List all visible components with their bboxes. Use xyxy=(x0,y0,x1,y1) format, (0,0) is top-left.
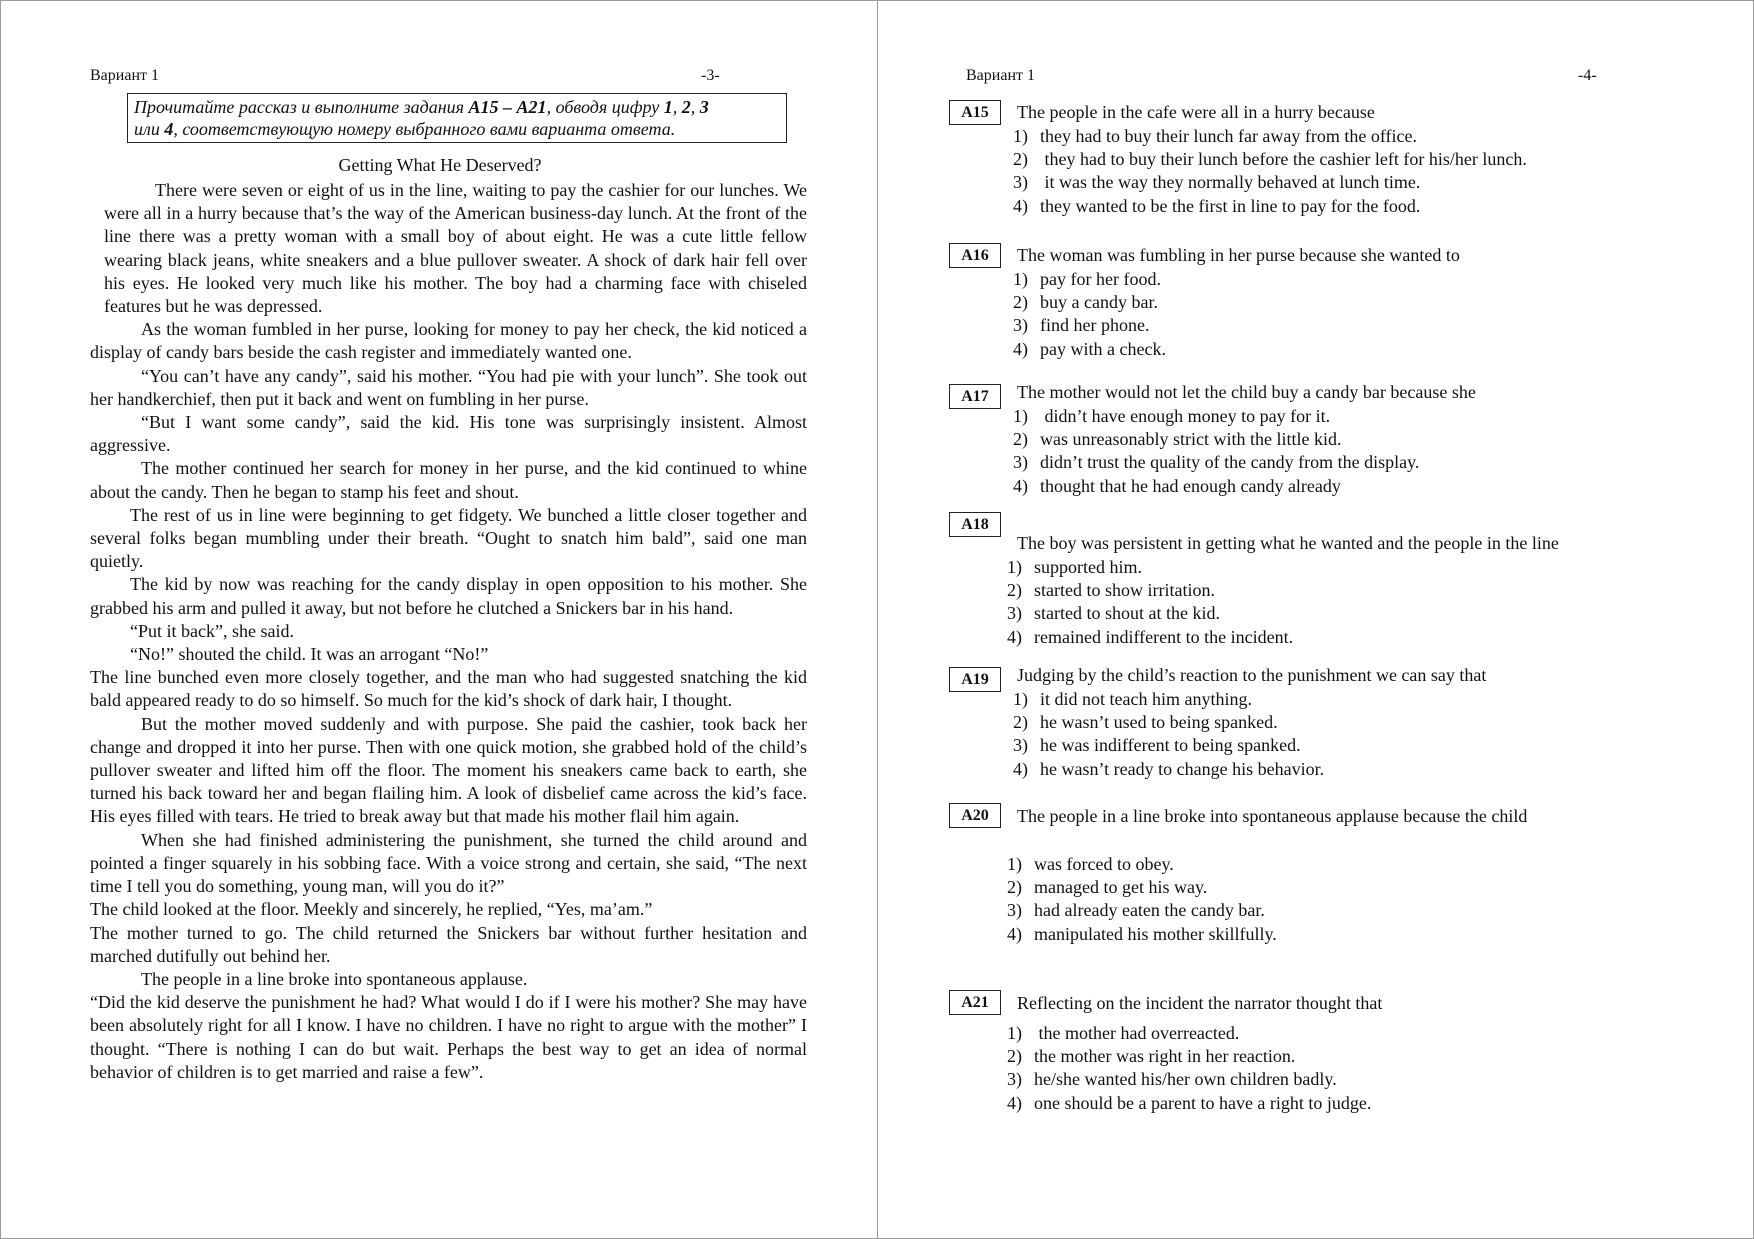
story-text xyxy=(90,179,807,1084)
answer-options xyxy=(1007,556,1293,649)
question-stem: Judging by the child’s reaction to the punishment we can say that xyxy=(1017,665,1487,685)
answer-option[interactable]: 4) manipulated his mother skillfully. xyxy=(1007,923,1277,944)
story-paragraph: There were seven or eight of us in the line, waiting to pay the cashier for our lunches. We were all in a hurry because that’s the way of the American business-day lunch. At the front of the line there was a pretty woman with a small boy of about eight. He was a cute little fellow wearing black jeans, white sneakers and a blue pullover sweater. A shock of dark hair fell over his eyes. He looked very much like his mother. The boy had a charming face with chiseled features but he was depressed. xyxy=(104,180,807,317)
question-stem: Reflecting on the incident the narrator thought that xyxy=(1017,993,1383,1013)
question-label: A16 xyxy=(949,243,1001,268)
answer-option[interactable]: 3) didn’t trust the quality of the candy from the display. xyxy=(1013,452,1420,473)
answer-option[interactable]: 2) the mother was right in her reaction. xyxy=(1007,1046,1296,1067)
question-stem: The people in the cafe were all in a hurry because xyxy=(1017,102,1375,122)
story-paragraph: The kid by now was reaching for the candy display in open opposition to his mother. She grabbed his arm and pulled it away, but not before he clutched a Snickers bar in his hand. xyxy=(90,574,807,618)
answer-option[interactable]: 3) had already eaten the candy bar. xyxy=(1007,900,1265,921)
story-paragraph: “No!” shouted the child. It was an arrogant “No!” xyxy=(130,644,489,665)
story-paragraph: The mother turned to go. The child returned the Snickers bar without further hesitation and marched dutifully out behind her. xyxy=(90,922,807,966)
story-paragraph: The people in a line broke into spontaneous applause. xyxy=(141,968,528,989)
answer-option[interactable]: 4) pay with a check. xyxy=(1013,338,1166,359)
question-stem: The people in a line broke into spontaneous applause because the child xyxy=(1017,806,1528,826)
question-label: A17 xyxy=(949,384,1001,409)
answer-options xyxy=(1013,405,1419,498)
answer-option[interactable]: 2) managed to get his way. xyxy=(1007,877,1208,898)
answer-option[interactable]: 3) he/she wanted his/her own children badly. xyxy=(1007,1069,1337,1090)
answer-option[interactable]: 1) it did not teach him anything. xyxy=(1013,689,1252,709)
answer-option[interactable]: 1) pay for her food. xyxy=(1013,269,1161,289)
answer-option[interactable]: 1) supported him. xyxy=(1007,557,1142,577)
story-paragraph: “Put it back”, she said. xyxy=(130,620,294,641)
question-label: A21 xyxy=(949,990,1001,1015)
story-paragraph: But the mother moved suddenly and with purpose. She paid the cashier, took back her change and dropped it into her purse. Then with one quick motion, she grabbed hold of the child’s pullover sweater and lifted him off the floor. The moment his sneakers came back to earth, she turned his back toward her and began flailing him. A look of disbelief came across the kid’s face. His eyes filled with tears. He tried to break away but that made his mother flail him again. xyxy=(90,713,807,827)
variant-label: Вариант 1 xyxy=(966,67,1035,84)
answer-option[interactable]: 4) one should be a parent to have a right to judge. xyxy=(1007,1092,1372,1113)
question-stem: The woman was fumbling in her purse because she wanted to xyxy=(1017,245,1460,265)
question-label: A15 xyxy=(949,100,1001,125)
answer-option[interactable]: 4) he wasn’t ready to change his behavior. xyxy=(1013,758,1325,779)
answer-option[interactable]: 3) started to shout at the kid. xyxy=(1007,603,1220,624)
answer-option[interactable]: 1) the mother had overreacted. xyxy=(1007,1023,1240,1043)
story-paragraph: As the woman fumbled in her purse, looking for money to pay her check, the kid noticed a display of candy bars beside the cash register and immediately wanted one. xyxy=(90,319,807,363)
question-stem: The mother would not let the child buy a candy bar because she xyxy=(1017,382,1476,402)
answer-option[interactable]: 4) thought that he had enough candy already xyxy=(1013,475,1341,496)
story-paragraph: The mother continued her search for money in her purse, and the kid continued to whine about the candy. Then he began to stamp his feet and shout. xyxy=(90,458,807,502)
answer-option[interactable]: 4) they wanted to be the first in line to pay for the food. xyxy=(1013,195,1421,216)
story-paragraph: “You can’t have any candy”, said his mother. “You had pie with your lunch”. She took out her handkerchief, then put it back and went on fumbling in her purse. xyxy=(90,365,807,409)
answer-option[interactable]: 4) remained indifferent to the incident. xyxy=(1007,626,1294,647)
answer-option[interactable]: 2) they had to buy their lunch before the cashier left for his/her lunch. xyxy=(1013,149,1527,170)
story-paragraph: The line bunched even more closely together, and the man who had suggested snatching the kid bald appeared ready to do so himself. So much for the kid’s shock of dark hair, I thought. xyxy=(90,667,807,711)
answer-options xyxy=(1013,688,1324,781)
answer-option[interactable]: 2) was unreasonably strict with the little kid. xyxy=(1013,429,1342,450)
answer-option[interactable]: 2) he wasn’t used to being spanked. xyxy=(1013,712,1278,733)
story-title: Getting What He Deserved? xyxy=(338,155,542,175)
question-label: A18 xyxy=(949,512,1001,537)
question-stem: The boy was persistent in getting what he wanted and the people in the line xyxy=(1017,533,1559,553)
question-label: A20 xyxy=(949,803,1001,828)
answer-option[interactable]: 1) didn’t have enough money to pay for it. xyxy=(1013,406,1331,426)
answer-option[interactable]: 2) buy a candy bar. xyxy=(1013,292,1158,313)
page-number: -3- xyxy=(701,67,720,84)
answer-option[interactable]: 3) he was indifferent to being spanked. xyxy=(1013,735,1301,756)
answer-option[interactable]: 3) find her phone. xyxy=(1013,315,1150,336)
answer-option[interactable]: 1) was forced to obey. xyxy=(1007,854,1174,874)
instruction-box: Прочитайте рассказ и выполните задания А15 – А21, обводя цифру 1, 2, 3 или 4, соответствующую номеру выбранного вами варианта ответа. xyxy=(127,93,787,143)
answer-option[interactable]: 1) they had to buy their lunch far away from the office. xyxy=(1013,126,1418,146)
story-paragraph: “But I want some candy”, said the kid. His tone was surprisingly insistent. Almost aggressive. xyxy=(90,412,807,456)
answer-option[interactable]: 2) started to show irritation. xyxy=(1007,580,1215,601)
question-label: A19 xyxy=(949,667,1001,692)
variant-label: Вариант 1 xyxy=(90,67,159,84)
story-paragraph: The child looked at the floor. Meekly and sincerely, he replied, “Yes, ma’am.” xyxy=(90,899,653,920)
page-number: -4- xyxy=(1578,67,1597,84)
answer-options xyxy=(1013,125,1527,218)
answer-option[interactable]: 3) it was the way they normally behaved at lunch time. xyxy=(1013,172,1421,193)
answer-options xyxy=(1007,1022,1371,1115)
answer-options xyxy=(1013,268,1166,361)
story-paragraph: When she had finished administering the punishment, she turned the child around and pointed a finger squarely in his sobbing face. With a voice strong and certain, she said, “The next time I tell you do something, young man, will you do it?” xyxy=(90,829,807,897)
story-paragraph: “Did the kid deserve the punishment he had? What would I do if I were his mother? She may have been absolutely right for all I know. I have no children. I have no right to argue with the mother” I thought. “There is nothing I can do but wait. Perhaps the best way to get an idea of normal behavior of children is to get married and raise a few”. xyxy=(90,992,807,1082)
story-paragraph: The rest of us in line were beginning to get fidgety. We bunched a little closer together and several folks began mumbling under their breath. “Ought to snatch him bald”, said one man quietly. xyxy=(90,504,807,572)
answer-options xyxy=(1007,853,1277,946)
